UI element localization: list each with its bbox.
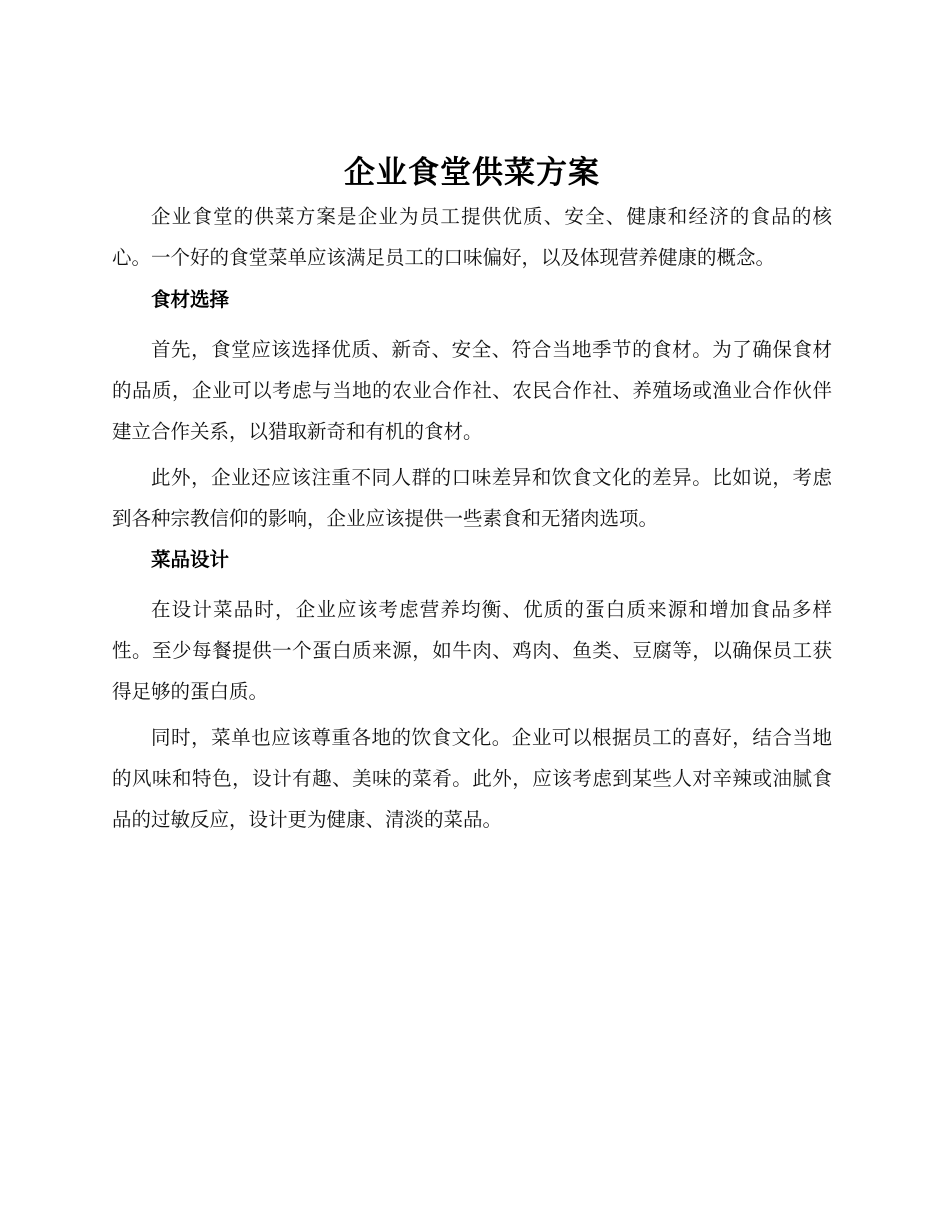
section-heading: 菜品设计: [151, 548, 230, 571]
section-ingredient-selection: [112, 284, 832, 539]
section-heading: 食材选择: [151, 288, 230, 311]
section-paragraph: 此外，企业还应该注重不同人群的口味差异和饮食文化的差异。比如说，考虑到各种宗教信仰的影响，企业应该提供一些素食和无猪肉选项。: [112, 466, 832, 530]
intro-paragraph: 企业食堂的供菜方案是企业为员工提供优质、安全、健康和经济的食品的核心。一个好的食堂菜单应该满足员工的口味偏好，以及体现营养健康的概念。: [112, 205, 832, 269]
section-paragraph: 首先，食堂应该选择优质、新奇、安全、符合当地季节的食材。为了确保食材的品质，企业可以考虑与当地的农业合作社、农民合作社、养殖场或渔业合作伙伴建立合作关系，以猎取新奇和有机的食材。: [112, 338, 832, 443]
section-paragraph: 在设计菜品时，企业应该考虑营养均衡、优质的蛋白质来源和增加食品多样性。至少每餐提供一个蛋白质来源，如牛肉、鸡肉、鱼类、豆腐等，以确保员工获得足够的蛋白质。: [112, 598, 832, 703]
section-paragraph: 同时，菜单也应该尊重各地的饮食文化。企业可以根据员工的喜好，结合当地的风味和特色，设计有趣、美味的菜肴。此外，应该考虑到某些人对辛辣或油腻食品的过敏反应，设计更为健康、清淡的菜品。: [112, 726, 832, 831]
section-dish-design: [112, 544, 832, 840]
document-title: 企业食堂供菜方案: [344, 155, 600, 191]
document-body: [112, 150, 832, 845]
